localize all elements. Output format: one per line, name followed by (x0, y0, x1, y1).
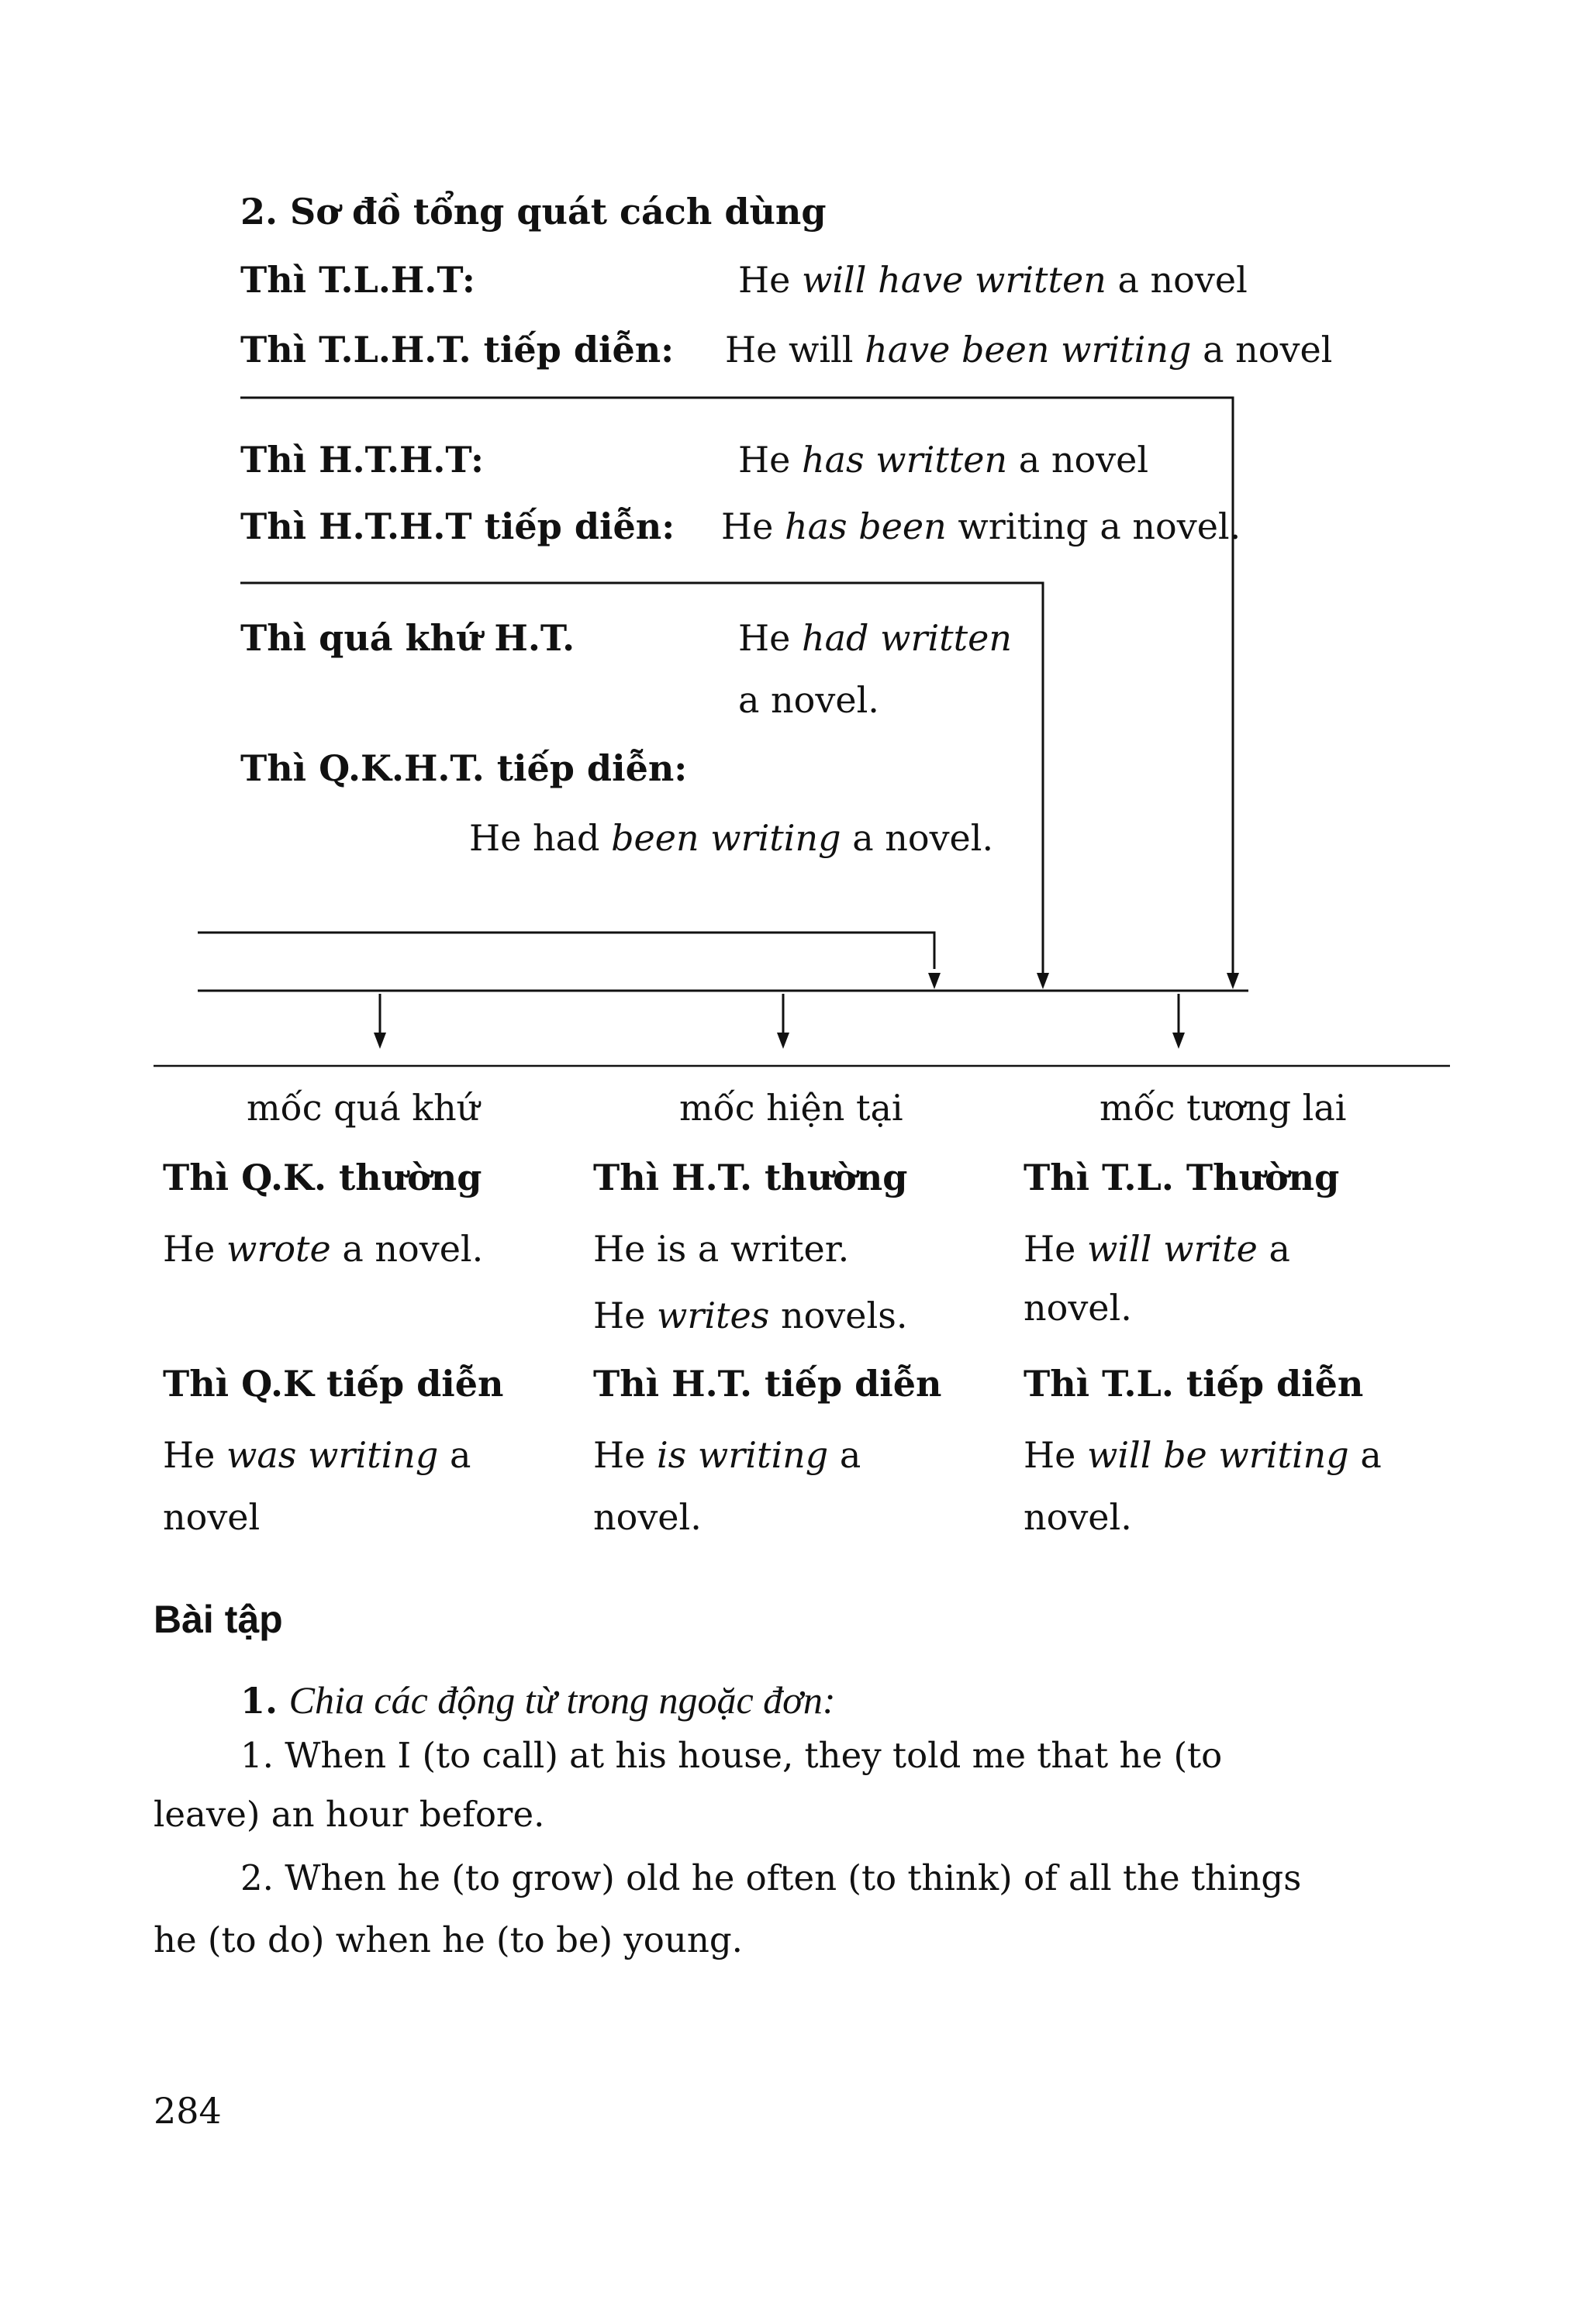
example-text: He (593, 1295, 657, 1336)
example-verb: will be writing (1086, 1434, 1349, 1476)
exercise-item-2-line2: he (to do) when he (to be) young. (154, 1919, 743, 1960)
past-simple-title: Thì Q.K. thường (163, 1157, 482, 1198)
example-verb: will have written (801, 259, 1106, 301)
example-verb: is writing (656, 1434, 829, 1476)
future-continuous-example (1024, 1434, 1382, 1476)
future-bracket-line (240, 398, 1233, 983)
past-perfect-continuous-label: Thì Q.K.H.T. tiếp diễn: (240, 747, 688, 789)
example-verb: has been (784, 505, 947, 547)
present-simple-example: He is a writer. (593, 1228, 850, 1270)
instruction-text: Chia các động từ trong ngoặc đơn: (288, 1678, 836, 1722)
future-simple-example (1024, 1228, 1290, 1270)
past-perfect-label: Thì quá khứ H.T. (240, 617, 575, 659)
present-continuous-title: Thì H.T. tiếp diễn (593, 1363, 942, 1405)
example-text: He (738, 259, 802, 301)
example-text: He (593, 1434, 657, 1476)
example-verb: will write (1086, 1228, 1258, 1270)
example-text: a (1257, 1228, 1290, 1270)
arrowhead-icon (1172, 1033, 1185, 1049)
past-perfect-bracket-line (198, 933, 934, 969)
example-verb: been writing (611, 817, 841, 859)
exercises-title: Bài tập (154, 1598, 283, 1641)
example-text: He (163, 1228, 226, 1270)
present-simple-example-2 (593, 1295, 908, 1336)
arrowhead-icon (777, 1033, 789, 1049)
present-perfect-bracket-line (240, 583, 1043, 983)
example-text: a novel (1191, 329, 1333, 371)
example-text: He (721, 505, 785, 547)
example-text: a (1348, 1434, 1382, 1476)
example-text: a (438, 1434, 471, 1476)
past-perfect-example-line2: a novel. (738, 679, 879, 721)
example-verb: writes (656, 1295, 770, 1336)
arrowhead-icon (1037, 973, 1049, 989)
future-perfect-label: Thì T.L.H.T: (240, 259, 475, 301)
present-simple-title: Thì H.T. thường (593, 1157, 908, 1198)
past-continuous-example (163, 1434, 471, 1476)
landmark-future: mốc tương lai (1100, 1087, 1347, 1129)
example-text: He (738, 439, 802, 481)
instruction-number: 1. (240, 1680, 278, 1722)
example-text: He (1024, 1434, 1087, 1476)
future-simple-title: Thì T.L. Thường (1024, 1157, 1340, 1198)
arrowhead-icon (928, 973, 941, 989)
arrowhead-icon (1227, 973, 1239, 989)
landmark-past: mốc quá khứ (247, 1087, 480, 1129)
example-text: writing a novel. (946, 505, 1241, 547)
landmark-present: mốc hiện tại (679, 1087, 903, 1129)
future-simple-example-line2: novel. (1024, 1287, 1132, 1329)
present-perfect-label: Thì H.T.H.T: (240, 439, 485, 481)
past-continuous-title: Thì Q.K tiếp diễn (163, 1363, 504, 1405)
present-perfect-continuous-label: Thì H.T.H.T tiếp diễn: (240, 505, 675, 547)
exercise-item-2: 2. When he (to grow) old he often (to think) of all the things (240, 1857, 1302, 1898)
future-continuous-example-line2: novel. (1024, 1496, 1132, 1538)
section-heading: 2. Sơ đồ tổng quát cách dùng (240, 191, 827, 233)
present-continuous-example (593, 1434, 861, 1476)
example-text: a novel. (330, 1228, 484, 1270)
example-verb: wrote (226, 1228, 331, 1270)
example-text: He had (469, 817, 612, 859)
example-verb: have been writing (865, 329, 1192, 371)
future-continuous-title: Thì T.L. tiếp diễn (1024, 1363, 1364, 1405)
example-text: a (828, 1434, 861, 1476)
example-verb: had written (801, 617, 1012, 659)
arrowhead-icon (374, 1033, 386, 1049)
example-text: novels. (769, 1295, 908, 1336)
example-verb: has written (801, 439, 1008, 481)
example-text: He (1024, 1228, 1087, 1270)
example-text: He (738, 617, 802, 659)
future-perfect-continuous-label: Thì T.L.H.T. tiếp diễn: (240, 329, 675, 371)
past-simple-example (163, 1228, 484, 1270)
example-text: a novel (1007, 439, 1149, 481)
example-text: a novel. (841, 817, 994, 859)
page-number: 284 (154, 2090, 222, 2132)
present-continuous-example-line2: novel. (593, 1496, 702, 1538)
example-text: He will (725, 329, 865, 371)
past-continuous-example-line2: novel (163, 1496, 261, 1538)
exercise-instruction (240, 1678, 836, 1722)
exercise-item-1-line2: leave) an hour before. (154, 1794, 545, 1835)
example-text: He (163, 1434, 226, 1476)
example-text: a novel (1106, 259, 1248, 301)
example-verb: was writing (226, 1434, 439, 1476)
exercise-item-1: 1. When I (to call) at his house, they told me that he (to (240, 1735, 1223, 1776)
